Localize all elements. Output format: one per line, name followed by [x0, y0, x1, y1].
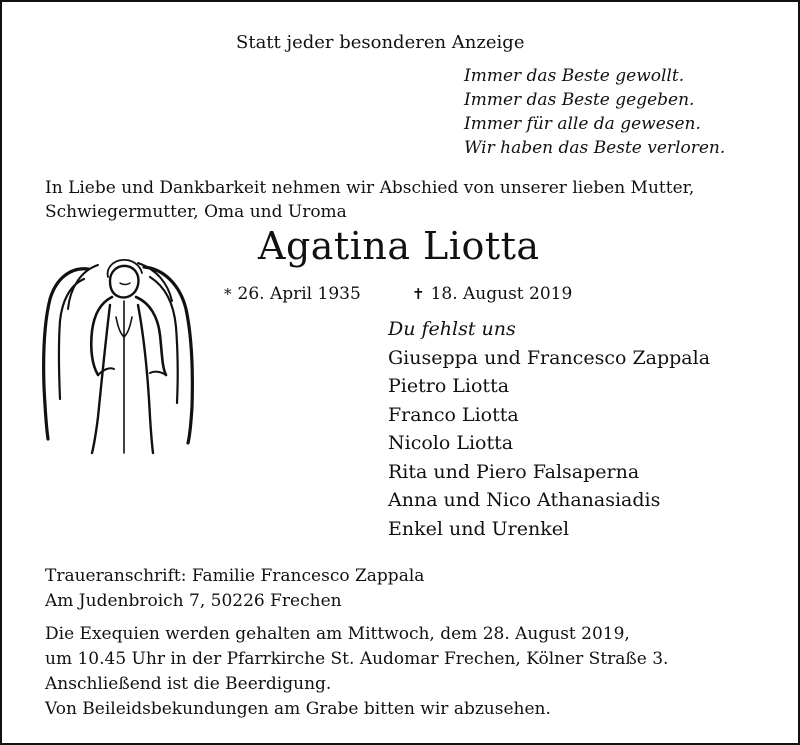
cross-icon: ✝: [412, 285, 425, 303]
poem-line: Immer für alle da gewesen.: [464, 114, 701, 134]
service-line: Anschließend ist die Beerdigung.: [45, 674, 332, 694]
intro-text: [45, 176, 694, 224]
mourner-name: Franco Liotta: [388, 403, 519, 426]
poem: [464, 64, 725, 160]
mourner-name: Enkel und Urenkel: [388, 517, 570, 540]
service-info: [45, 622, 668, 697]
service-line: um 10.45 Uhr in der Pfarrkirche St. Audomar Frechen, Kölner Straße 3.: [45, 649, 669, 669]
poem-line: Immer das Beste gewollt.: [464, 66, 685, 86]
poem-line: Wir haben das Beste verloren.: [464, 138, 726, 158]
birth-star-icon: *: [224, 285, 232, 303]
deceased-name: Agatina Liotta: [258, 224, 540, 268]
death-date: 18. August 2019: [430, 284, 573, 304]
mourners-lead: Du fehlst uns: [388, 318, 516, 340]
mourner-name: Nicolo Liotta: [388, 432, 514, 454]
intro-line: In Liebe und Dankbarkeit nehmen wir Abschied von unserer lieben Mutter,: [45, 178, 695, 198]
angel-icon: [40, 257, 200, 457]
mourner-name: Giuseppa und Francesco Zappala: [388, 346, 711, 369]
condolence-note: Von Beileidsbekundungen am Grabe bitten wir abzusehen.: [45, 699, 551, 719]
mourning-address: [45, 564, 424, 614]
address-line: Traueranschrift: Familie Francesco Zappala: [45, 566, 425, 586]
mourner-name: Anna und Nico Athanasiadis: [388, 489, 661, 511]
mourners-list: [388, 315, 710, 543]
service-line: Die Exequien werden gehalten am Mittwoch, dem 28. August 2019,: [45, 624, 630, 644]
mourner-name: Pietro Liotta: [388, 375, 510, 397]
death-date-line: [412, 284, 572, 304]
mourner-name: Rita und Piero Falsaperna: [388, 460, 640, 483]
intro-line: Schwiegermutter, Oma und Uroma: [45, 202, 347, 222]
birth-date: 26. April 1935: [237, 284, 361, 304]
poem-line: Immer das Beste gegeben.: [464, 90, 695, 110]
address-line: Am Judenbroich 7, 50226 Frechen: [45, 591, 342, 611]
birth-date-line: [224, 284, 361, 304]
header-line: Statt jeder besonderen Anzeige: [236, 32, 525, 53]
